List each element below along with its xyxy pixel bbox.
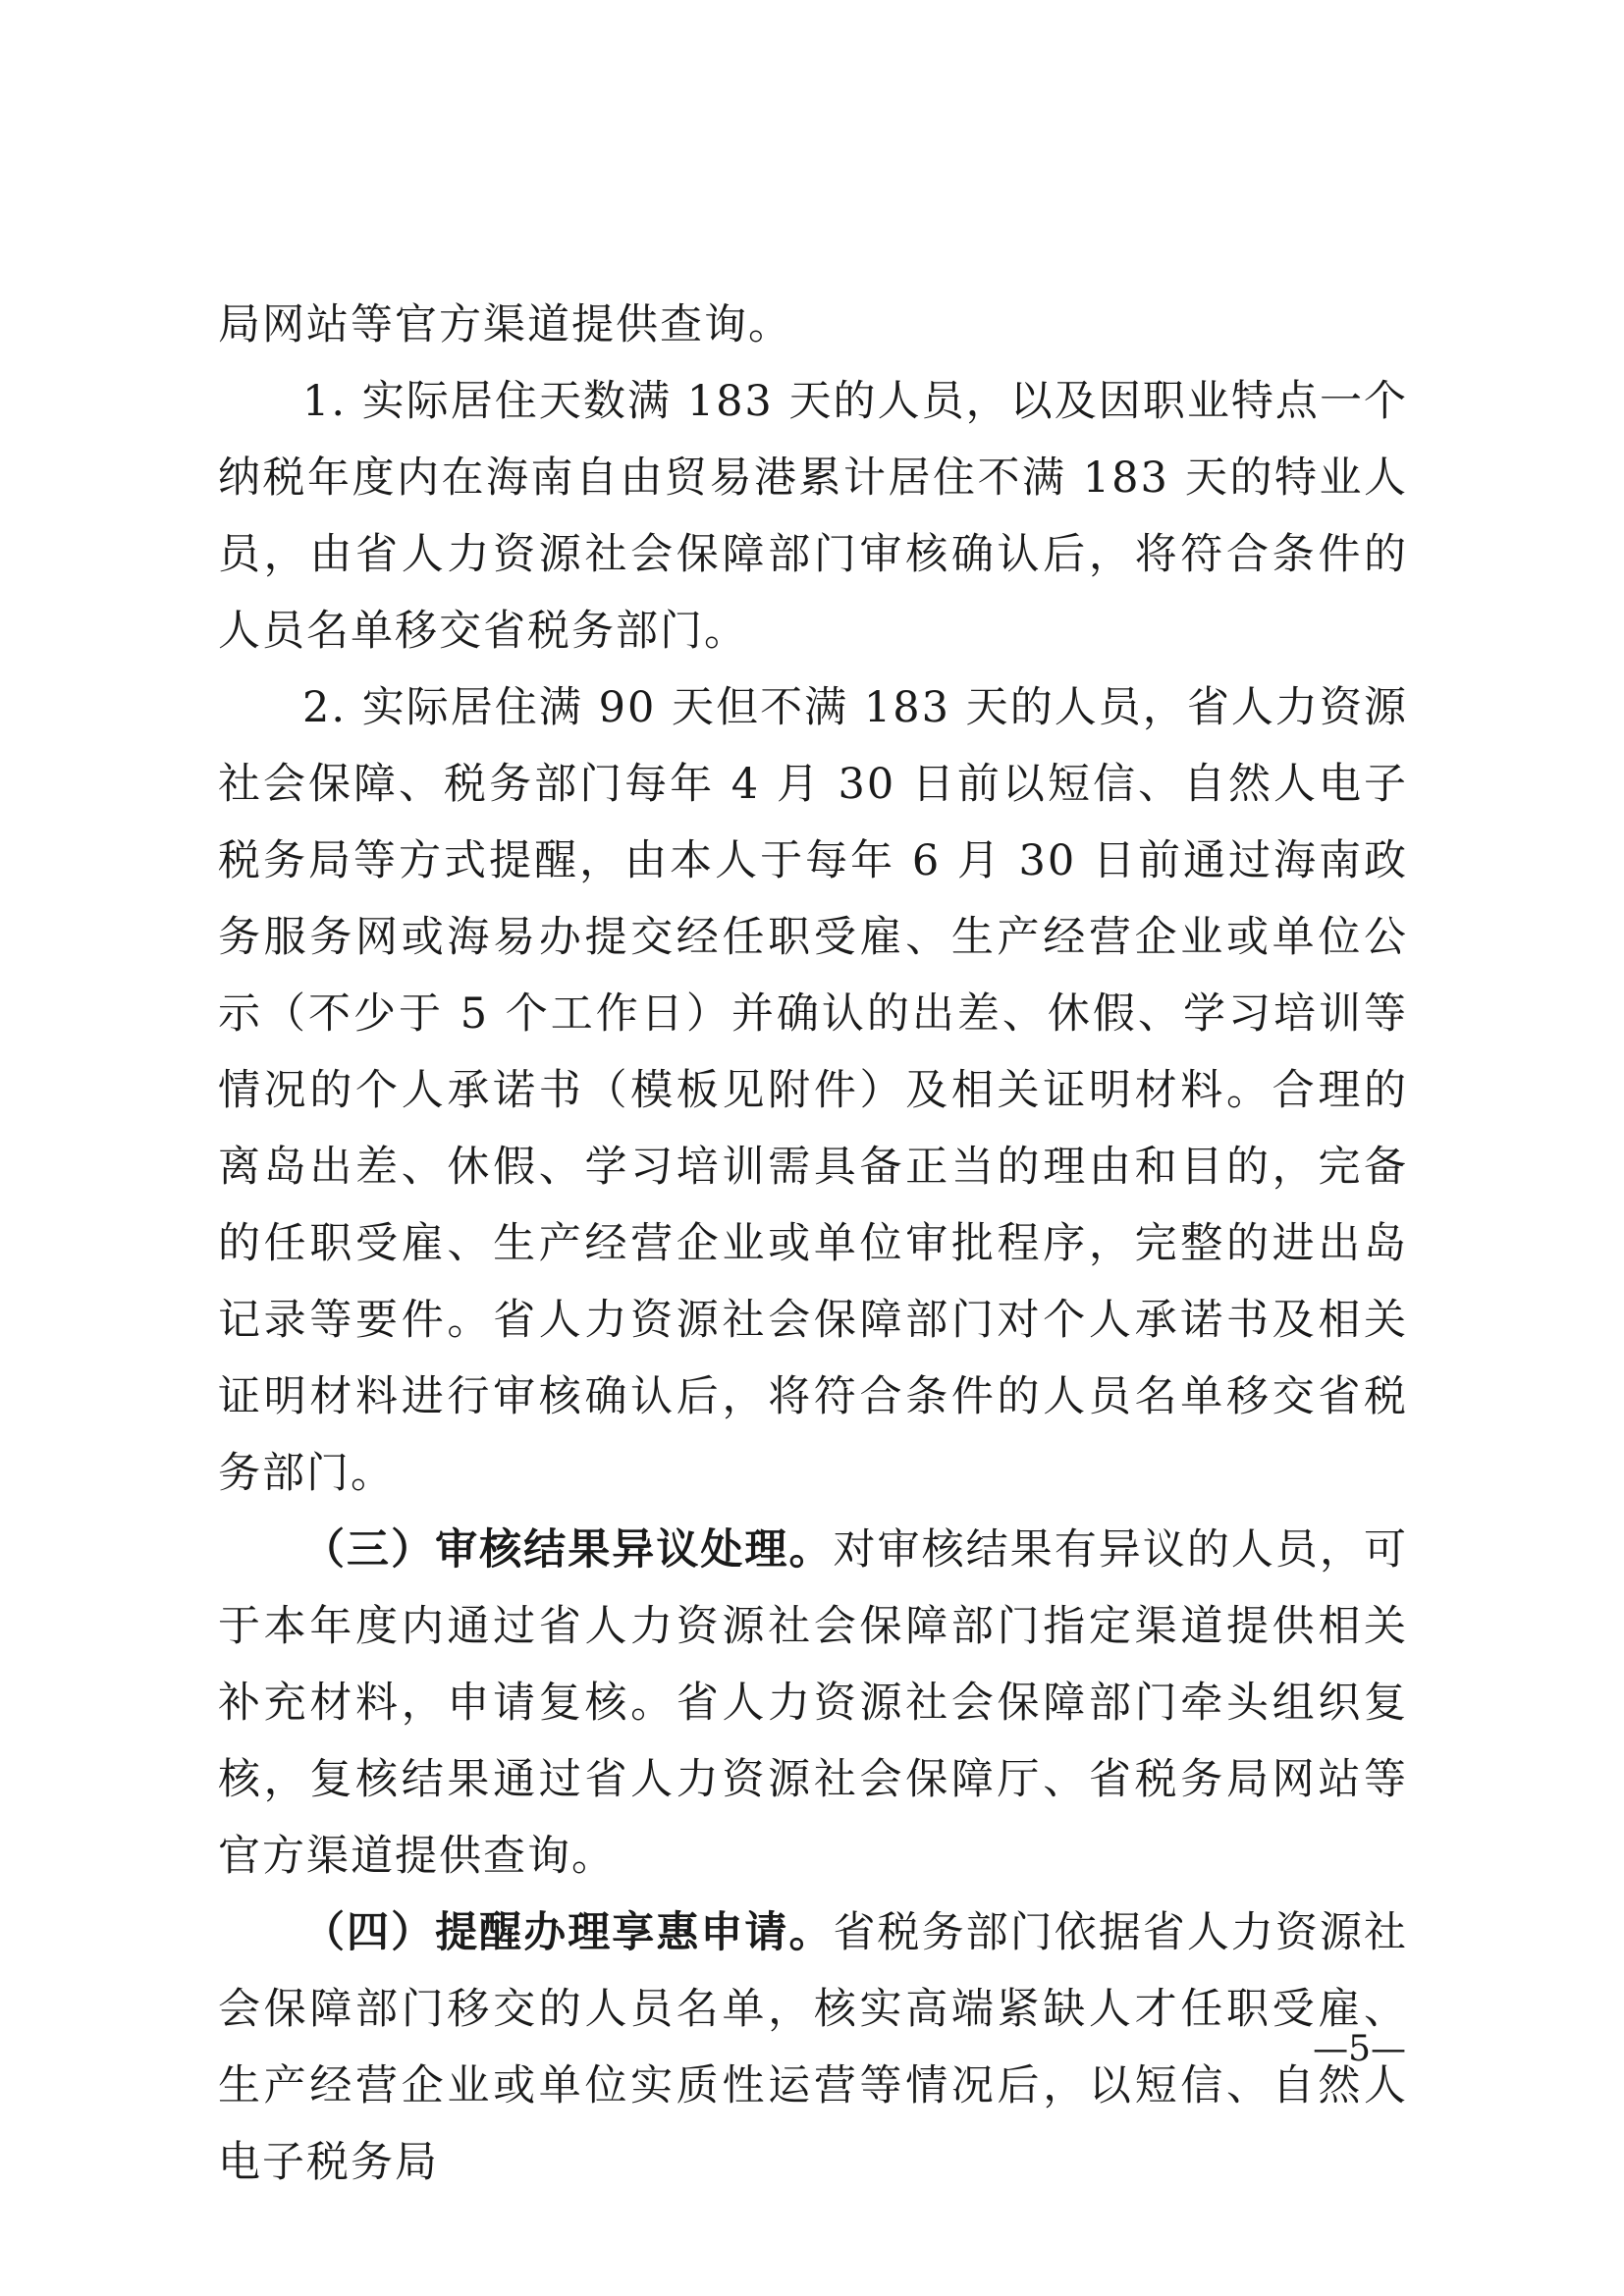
paragraph-continuation: [218, 287, 1408, 363]
paragraph-text: 2. 实际居住满 90 天但不满 183 天的人员，省人力资源社会保障、税务部门每年 4 月 30 日前以短信、自然人电子税务局等方式提醒，由本人于每年 6 月 30 日前通过海南政务服务网或海易办提交经任职受雇、生产经营企业或单位公示（不少于 5 个工作日）并确认的出差、休假、学习培训等情况的个人承诺书（模板见附件）及相关证明材料。合理的离岛出差、休假、学习培训需具备正当的理由和目的，完备的任职受雇、生产经营企业或单位审批程序，完整的进出岛记录等要件。省人力资源社会保障部门对个人承诺书及相关证明材料进行审核确认后，将符合条件的人员名单移交省税务部门。: [218, 683, 1408, 1498]
paragraph-text: 1. 实际居住天数满 183 天的人员，以及因职业特点一个纳税年度内在海南自由贸易港累计居住不满 183 天的特业人员，由省人力资源社会保障部门审核确认后，将符合条件的人员名单移交省税务部门。: [218, 377, 1408, 656]
section-heading: （四）提醒办理享惠申请。: [302, 1908, 834, 1957]
paragraph-text: 局网站等官方渠道提供查询。: [218, 300, 792, 349]
document-body: [218, 287, 1408, 2201]
paragraph-section-3: [218, 1512, 1408, 1895]
paragraph-text: 省税务部门依据省人力资源社会保障部门移交的人员名单，核实高端紧缺人才任职受雇、生产经营企业或单位实质性运营等情况后，以短信、自然人电子税务局: [218, 1908, 1408, 2187]
paragraph-item-1: [218, 363, 1408, 669]
section-heading: （三）审核结果异议处理。: [302, 1525, 834, 1575]
paragraph-item-2: [218, 669, 1408, 1512]
paragraph-section-4: [218, 1895, 1408, 2201]
paragraph-text: 对审核结果有异议的人员，可于本年度内通过省人力资源社会保障部门指定渠道提供相关补充材料，申请复核。省人力资源社会保障部门牵头组织复核，复核结果通过省人力资源社会保障厅、省税务局网站等官方渠道提供查询。: [218, 1525, 1408, 1881]
page-number: —5—: [1313, 2029, 1406, 2069]
